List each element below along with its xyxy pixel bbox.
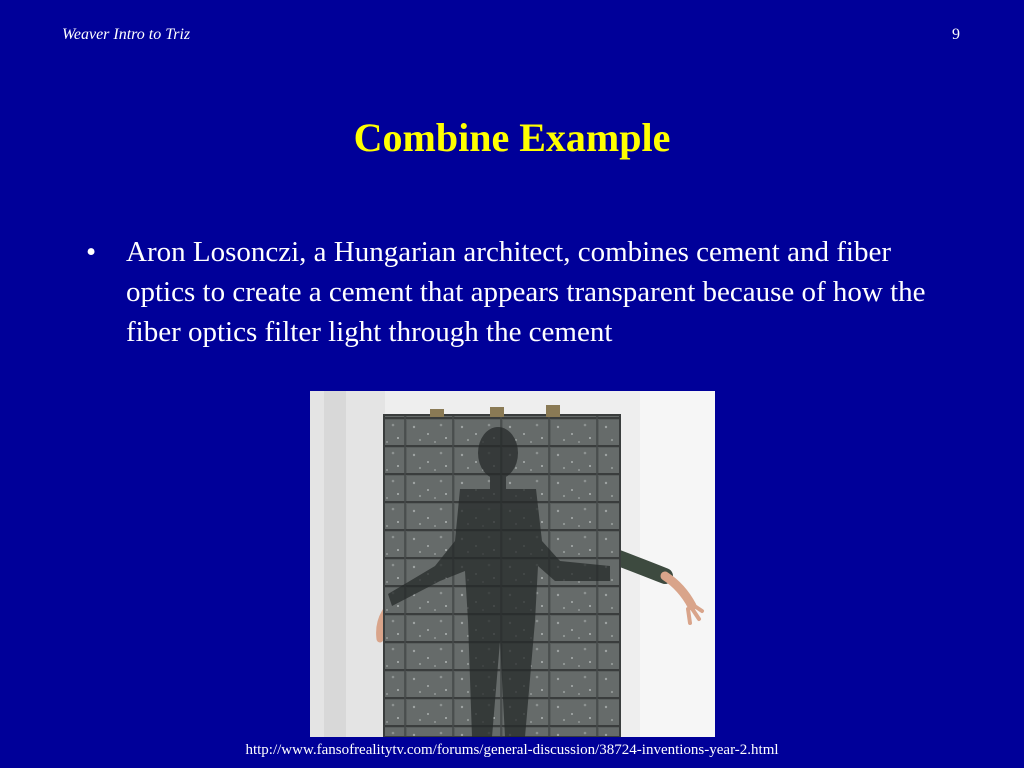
slide-number: 9 [952, 26, 960, 43]
source-url: http://www.fansofrealitytv.com/forums/general-discussion/38724-inventions-year-2.html [245, 742, 779, 758]
translucent-concrete-photo [310, 391, 715, 737]
bullet-text: Aron Losonczi, a Hungarian architect, combines cement and fiber optics to create a cement that appears transparent because of how the fiber optics filter light through the cement [126, 236, 926, 348]
slide-footer-title: Weaver Intro to Triz [62, 26, 191, 43]
photo-illustration [310, 391, 715, 737]
bullet-item [86, 232, 946, 352]
bullet-marker: • [86, 236, 97, 268]
slide-title: Combine Example [353, 115, 671, 160]
